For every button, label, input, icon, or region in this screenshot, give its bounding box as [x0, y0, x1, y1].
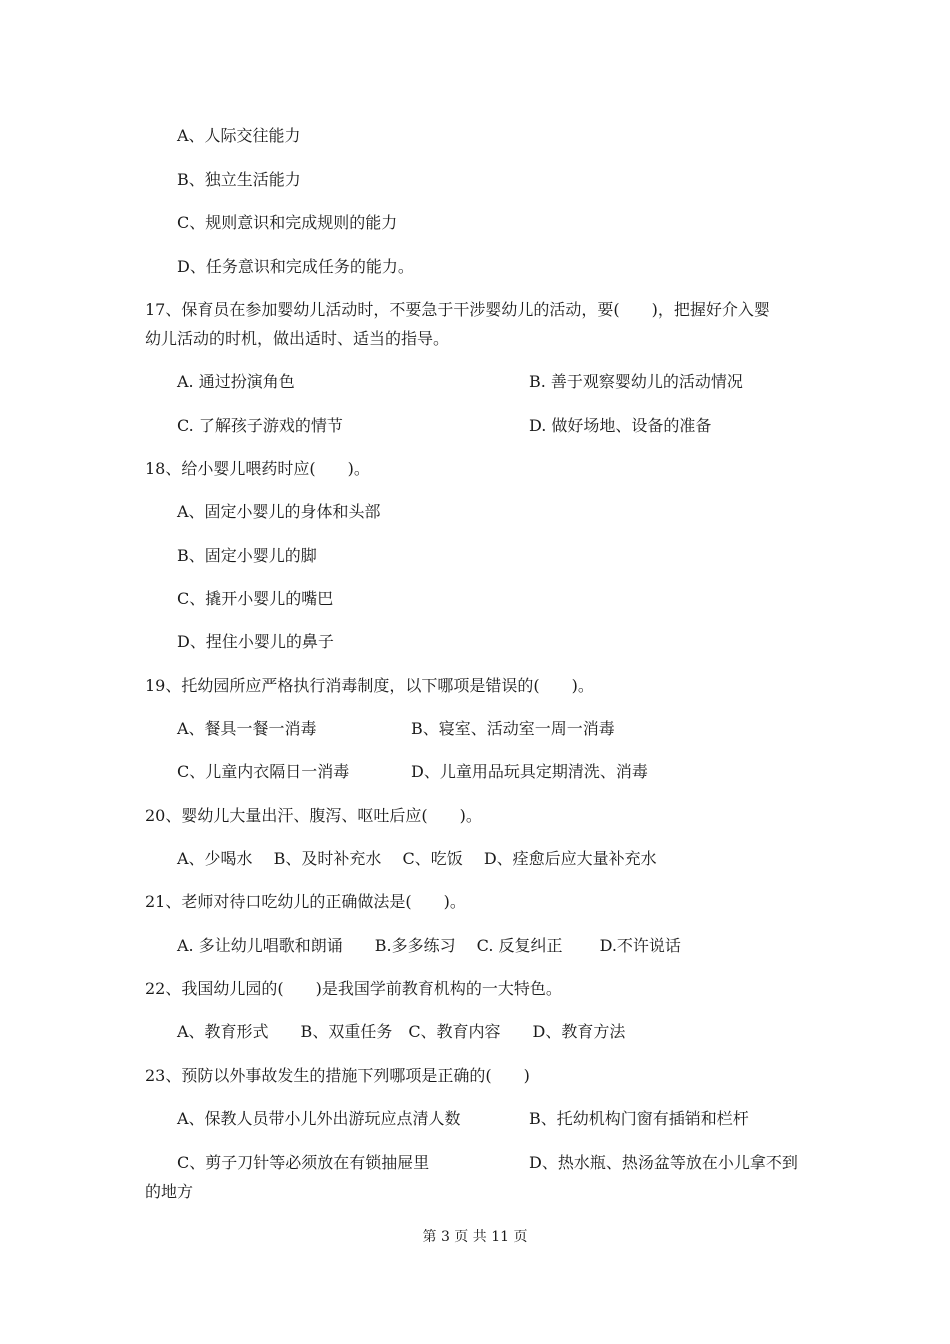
page-footer: 第 3 页 共 11 页	[422, 1229, 528, 1245]
q23-option-a: A、保教人员带小儿外出游玩应点清人数	[177, 1109, 461, 1128]
q22-options: A、教育形式 B、双重任务 C、教育内容 D、教育方法	[177, 1022, 626, 1041]
q18-option-a: A、固定小婴儿的身体和头部	[177, 502, 381, 521]
q20-stem: 20、婴幼儿大量出汗、腹泻、呕吐后应( )。	[145, 806, 482, 825]
q20-options: A、少喝水 B、及时补充水 C、吃饭 D、痊愈后应大量补充水	[177, 849, 657, 868]
q21-options: A. 多让幼儿唱歌和朗诵 B.多多练习 C. 反复纠正 D.不许说话	[177, 936, 681, 955]
q18-stem: 18、给小婴儿喂药时应( )。	[145, 459, 370, 478]
q16-option-b: B、独立生活能力	[177, 170, 301, 189]
q22-stem: 22、我国幼儿园的( )是我国学前教育机构的一大特色。	[145, 979, 562, 998]
q17-stem: 17、保育员在参加婴幼儿活动时，不要急于干涉婴幼儿的活动，要( )，把握好介入婴	[145, 300, 770, 319]
q21-stem: 21、老师对待口吃幼儿的正确做法是( )。	[145, 892, 466, 911]
q18-option-c: C、撬开小婴儿的嘴巴	[177, 589, 334, 608]
q23-option-d: D、热水瓶、热汤盆等放在小儿拿不到	[529, 1153, 798, 1172]
q16-option-d: D、任务意识和完成任务的能力。	[177, 257, 414, 276]
q23-option-d-cont: 的地方	[145, 1182, 194, 1201]
q23-option-c: C、剪子刀针等必须放在有锁抽屉里	[177, 1153, 430, 1172]
q18-option-d: D、捏住小婴儿的鼻子	[177, 632, 334, 651]
q19-option-a: A、餐具一餐一消毒	[177, 719, 317, 738]
q19-option-d: D、儿童用品玩具定期清洗、消毒	[411, 762, 648, 781]
q19-option-b: B、寝室、活动室一周一消毒	[411, 719, 615, 738]
q19-stem: 19、托幼园所应严格执行消毒制度，以下哪项是错误的( )。	[145, 676, 594, 695]
q17-stem-cont: 幼儿活动的时机，做出适时、适当的指导。	[145, 329, 450, 348]
q16-option-a: A、人际交往能力	[177, 126, 301, 145]
q17-option-b: B. 善于观察婴幼儿的活动情况	[529, 372, 743, 391]
q19-option-c: C、儿童内衣隔日一消毒	[177, 762, 350, 781]
q17-option-a: A. 通过扮演角色	[177, 372, 295, 391]
q17-option-d: D. 做好场地、设备的准备	[529, 416, 712, 435]
q17-option-c: C. 了解孩子游戏的情节	[177, 416, 343, 435]
q16-option-c: C、规则意识和完成规则的能力	[177, 213, 398, 232]
q18-option-b: B、固定小婴儿的脚	[177, 546, 317, 565]
q23-stem: 23、预防以外事故发生的措施下列哪项是正确的( )	[145, 1066, 530, 1085]
q23-option-b: B、托幼机构门窗有插销和栏杆	[529, 1109, 749, 1128]
